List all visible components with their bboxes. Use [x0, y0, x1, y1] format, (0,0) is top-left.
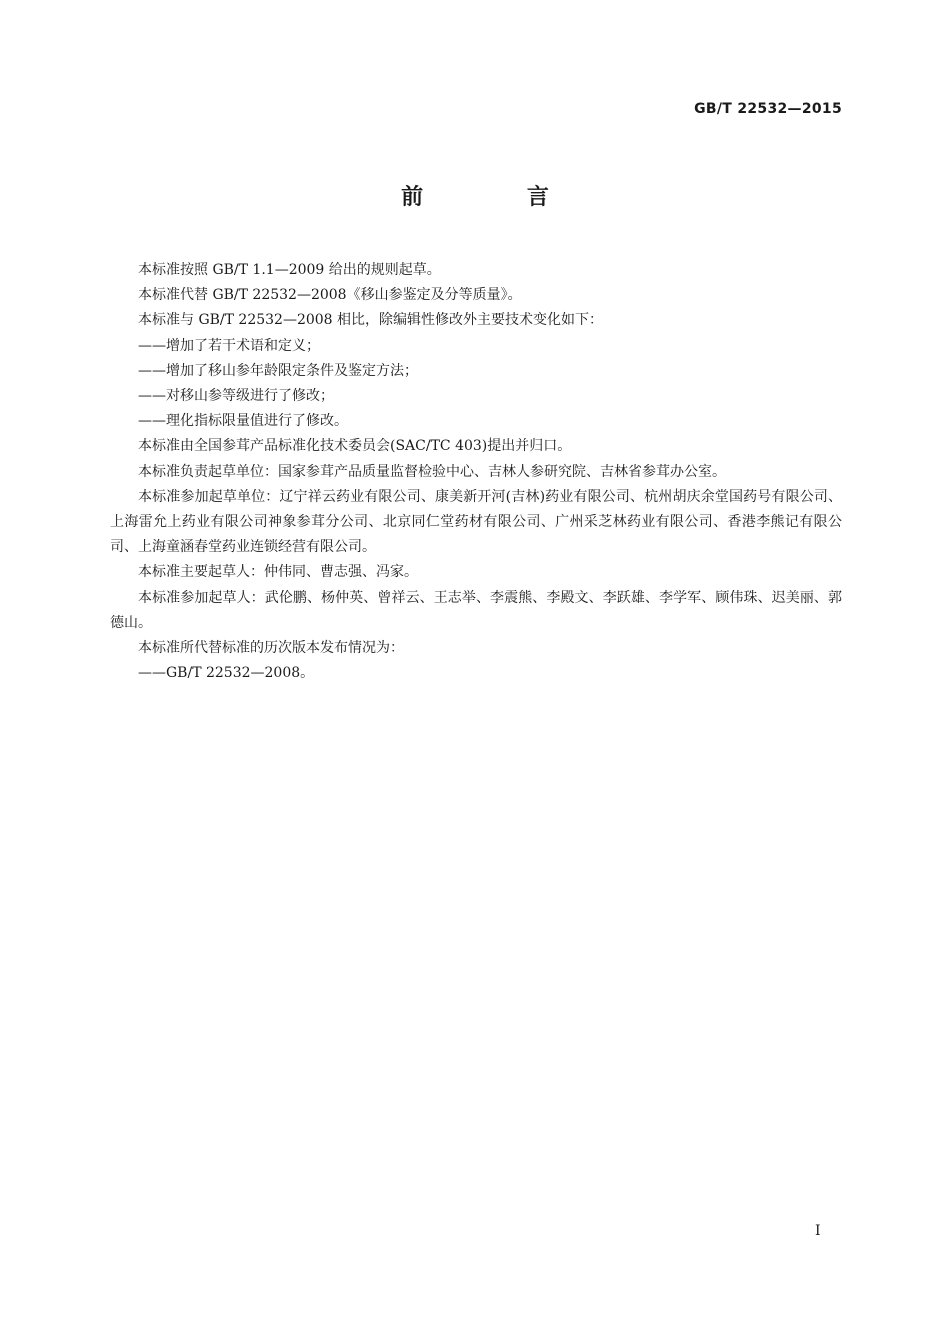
- paragraph: 本标准代替 GB/T 22532—2008《移山参鉴定及分等质量》。: [138, 287, 522, 304]
- paragraph: 本标准与 GB/T 22532—2008 相比，除编辑性修改外主要技术变化如下：: [138, 312, 604, 329]
- paragraph: 本标准参加起草单位：辽宁祥云药业有限公司、康美新开河(吉林)药业有限公司、杭州胡庆余堂国药号有限公司、上海雷允上药业有限公司神象参茸分公司、北京同仁堂药材有限公司、广州采芝林药业有限公司、香港李熊记有限公司、上海童涵春堂药业连锁经营有限公司。: [110, 488, 842, 556]
- paragraph: 本标准负责起草单位：国家参茸产品质量监督检验中心、吉林人参研究院、吉林省参茸办公室。: [138, 463, 726, 480]
- paragraph: 本标准按照 GB/T 1.1—2009 给出的规则起草。: [138, 262, 441, 278]
- list-item: ——增加了若干术语和定义；: [138, 337, 320, 354]
- list-item: ——GB/T 22532—2008。: [138, 665, 315, 682]
- list-item: ——增加了移山参年龄限定条件及鉴定方法；: [138, 362, 418, 379]
- paragraph: 本标准所代替标准的历次版本发布情况为：: [138, 640, 404, 657]
- foreword-body: [110, 258, 842, 686]
- page-title: 前 言: [401, 185, 597, 210]
- page-number: I: [815, 1223, 821, 1239]
- paragraph: 本标准主要起草人：仲伟同、曹志强、冯家。: [138, 564, 418, 581]
- paragraph: 本标准由全国参茸产品标准化技术委员会(SAC/TC 403)提出并归口。: [138, 438, 572, 455]
- list-item: ——理化指标限量值进行了修改。: [138, 413, 348, 430]
- list-item: ——对移山参等级进行了修改；: [138, 388, 334, 405]
- standard-code: GB/T 22532—2015: [694, 101, 842, 117]
- paragraph: 本标准参加起草人：武伦鹏、杨仲英、曾祥云、王志举、李震熊、李殿文、李跃雄、李学军、顾伟珠、迟美丽、郭德山。: [110, 589, 842, 631]
